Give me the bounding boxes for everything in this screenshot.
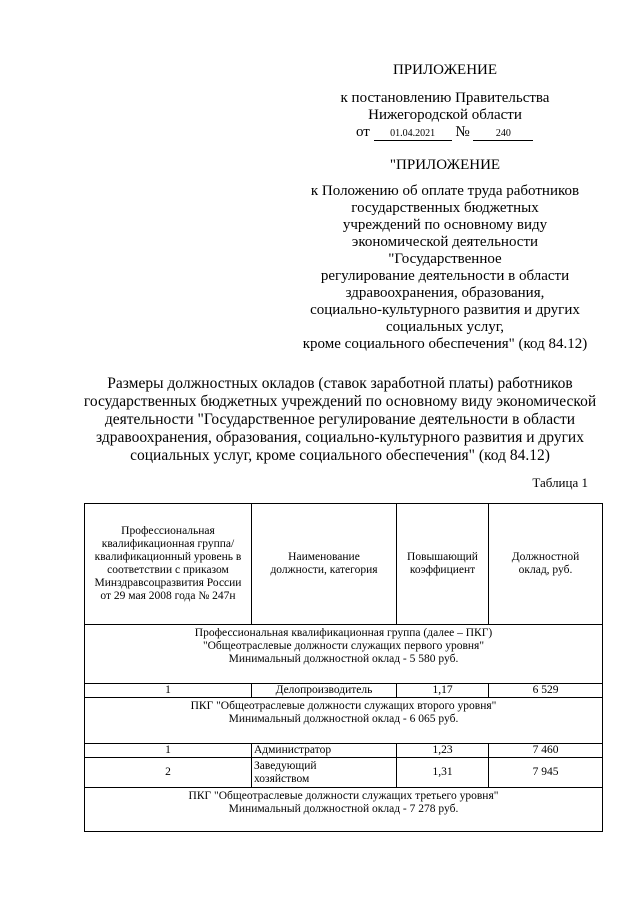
- inner-appendix-line: "Государственное: [388, 251, 502, 267]
- table-row: [85, 744, 603, 758]
- document-title: [80, 375, 600, 465]
- table-header-row: [85, 504, 603, 625]
- decree-number: 240: [473, 128, 533, 141]
- group-line: Минимальный должностной оклад - 7 278 руб.: [228, 803, 459, 815]
- header-salary: Должностной оклад, руб.: [489, 504, 603, 625]
- cell-salary: 7 460: [489, 744, 603, 758]
- group-line: Профессиональная квалификационная группа (далее – ПКГ): [194, 627, 493, 639]
- group-line: Минимальный должностной оклад - 5 580 руб.: [228, 653, 459, 665]
- cell-coefficient: 1,23: [397, 744, 489, 758]
- inner-appendix-line: социально-культурного развития и других: [310, 302, 580, 318]
- inner-appendix-line: к Положению об оплате труда работников: [310, 183, 580, 199]
- table-row: [85, 758, 603, 788]
- header-coefficient: Повышающий коэффициент: [397, 504, 489, 625]
- inner-appendix-line: экономической деятельности: [351, 234, 539, 250]
- from-label: от: [356, 124, 370, 140]
- cell-level: 1: [85, 684, 252, 698]
- cell-coefficient: 1,17: [397, 684, 489, 698]
- inner-appendix-heading: "ПРИЛОЖЕНИЕ: [389, 157, 501, 173]
- group-row: [85, 698, 603, 744]
- appendix-to-line2: Нижегородской области: [368, 107, 522, 123]
- title-line: здравоохранения, образования, социально-культурного развития и других: [96, 429, 584, 446]
- title-line: деятельности "Государственное регулирование деятельности в области: [104, 411, 576, 428]
- title-line: социальных услуг, кроме социального обеспечения" (код 84.12): [130, 447, 550, 464]
- cell-salary: 7 945: [489, 758, 603, 788]
- cell-position: Заведующий хозяйством: [252, 758, 397, 788]
- group-line: ПКГ "Общеотраслевые должности служащих второго уровня": [190, 700, 497, 712]
- inner-appendix-line: регулирование деятельности в области: [320, 268, 570, 284]
- inner-appendix-line: кроме социального обеспечения" (код 84.12): [302, 336, 588, 352]
- inner-appendix-line: учреждений по основному виду: [342, 217, 548, 233]
- group-cell: [85, 698, 603, 744]
- inner-appendix-text: [300, 183, 590, 353]
- header-position: Наименование должности, категория: [252, 504, 397, 625]
- group-cell: [85, 625, 603, 684]
- decree-date: 01.04.2021: [374, 128, 452, 141]
- group-row: [85, 625, 603, 684]
- inner-appendix-line: государственных бюджетных: [351, 200, 539, 216]
- cell-salary: 6 529: [489, 684, 603, 698]
- cell-position: Администратор: [252, 744, 397, 758]
- group-line: Минимальный должностной оклад - 6 065 руб.: [228, 713, 459, 725]
- appendix-date-line: [356, 124, 533, 141]
- cell-position: Делопроизводитель: [252, 684, 397, 698]
- header-qualification-group: Профессиональная квалификационная группа/квалификационный уровень в соответствии с приказом Минздравсоцразвития России от 29 мая 2008 года № 247н: [85, 504, 252, 625]
- number-label: №: [455, 124, 470, 140]
- title-line: Размеры должностных окладов (ставок заработной платы) работников: [107, 375, 573, 392]
- salary-table: [84, 503, 603, 832]
- cell-level: 2: [85, 758, 252, 788]
- group-row: [85, 788, 603, 832]
- table-row: [85, 684, 603, 698]
- cell-level: 1: [85, 744, 252, 758]
- inner-appendix-line: социальных услуг,: [385, 319, 505, 335]
- group-line: "Общеотраслевые должности служащих первого уровня": [202, 640, 485, 652]
- appendix-heading: ПРИЛОЖЕНИЕ: [392, 62, 498, 78]
- cell-coefficient: 1,31: [397, 758, 489, 788]
- group-line: ПКГ "Общеотраслевые должности служащих третьего уровня": [188, 790, 499, 802]
- group-cell: [85, 788, 603, 832]
- title-line: государственных бюджетных учреждений по основному виду экономической: [83, 393, 597, 410]
- table-label: Таблица 1: [532, 475, 588, 490]
- inner-appendix-line: здравоохранения, образования,: [345, 285, 545, 301]
- appendix-to-line1: к постановлению Правительства: [340, 90, 550, 106]
